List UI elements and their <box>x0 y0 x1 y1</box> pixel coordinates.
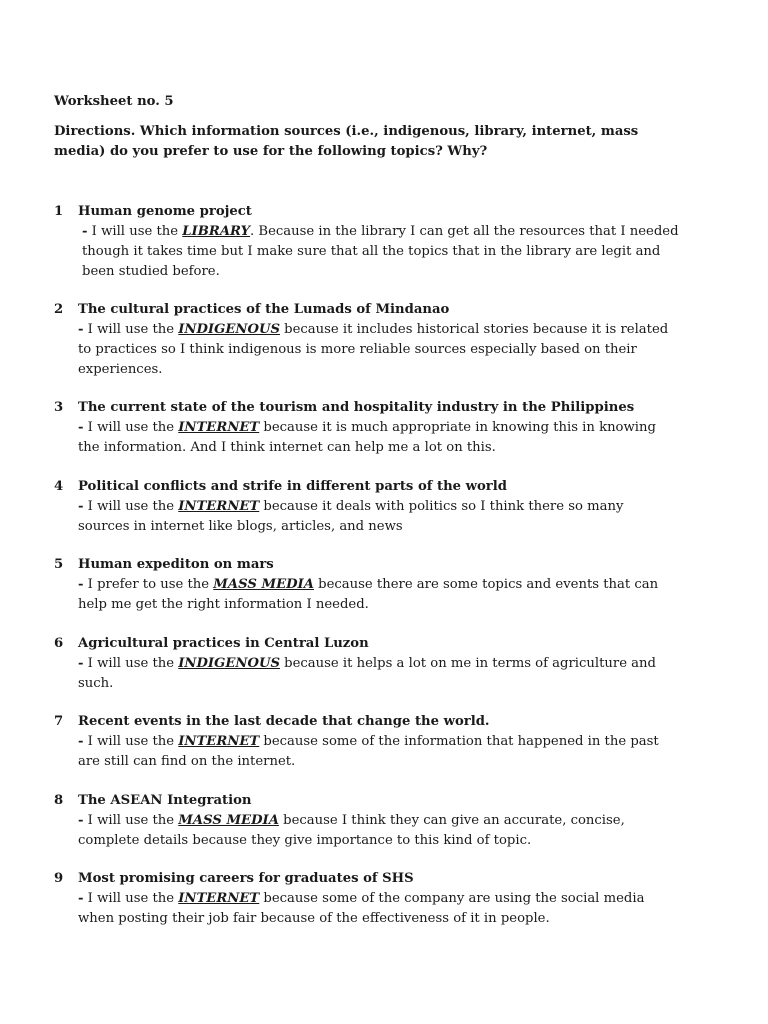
question-number: 2 <box>54 302 64 317</box>
question-item-9 <box>54 869 694 929</box>
question-item-6 <box>54 634 694 694</box>
question-number: 4 <box>54 479 64 494</box>
answer-reason: because there are some topics and events that can help me get the right information I needed. <box>78 577 659 612</box>
question-topic: The cultural practices of the Lumads of Mindanao <box>78 302 450 317</box>
answer-prefix: I will use the <box>83 813 179 828</box>
directions-text: Directions. Which information sources (i.e., indigenous, library, internet, mass media) do you prefer to use for the following topics? Why? <box>54 124 639 159</box>
question-topic: Most promising careers for graduates of SHS <box>78 871 414 886</box>
question-topic: Recent events in the last decade that change the world. <box>78 714 490 729</box>
question-number: 9 <box>54 871 64 886</box>
question-heading <box>54 634 694 654</box>
question-topic: Human genome project <box>78 204 252 219</box>
question-heading <box>54 712 694 732</box>
question-item-7 <box>54 712 694 772</box>
question-heading <box>54 555 694 575</box>
question-heading <box>54 477 694 497</box>
question-item-4 <box>54 477 694 537</box>
answer-prefix: I will use the <box>83 499 179 514</box>
answer-prefix: I will use the <box>83 734 179 749</box>
answer-reason: . Because in the library I can get all the resources that I needed though it takes time but I make sure that all the topics that in the library are legit and been studied before. <box>82 224 679 279</box>
source-label: INDIGENOUS <box>178 322 280 337</box>
answer-prefix: I will use the <box>83 656 179 671</box>
source-label: LIBRARY <box>182 224 251 239</box>
answer-reason: because it helps a lot on me in terms of agriculture and such. <box>78 656 656 691</box>
question-number: 6 <box>54 636 64 651</box>
question-heading <box>54 398 694 418</box>
question-number: 1 <box>54 204 64 219</box>
answer-reason: because it includes historical stories because it is related to practices so I think indigenous is more reliable sources especially based on their experiences. <box>78 322 669 377</box>
question-topic: Human expediton on mars <box>78 557 274 572</box>
answer-prefix: I will use the <box>83 891 179 906</box>
question-item-2 <box>54 300 694 380</box>
question-heading <box>54 202 694 222</box>
source-label: INDIGENOUS <box>178 656 280 671</box>
question-number: 8 <box>54 793 64 808</box>
answer-text: - I will use the INDIGENOUS because it includes historical stories because it is related to practices so I think indigenous is more reliable sources especially based on their experiences. <box>78 322 669 377</box>
answer-reason: because I think they can give an accurate, concise, complete details because they give importance to this kind of topic. <box>78 813 625 848</box>
question-topic: The current state of the tourism and hospitality industry in the Philippines <box>78 400 635 415</box>
worksheet-title: Worksheet no. 5 <box>54 94 174 109</box>
question-topic: Political conflicts and strife in different parts of the world <box>78 479 507 494</box>
answer-prefix: I will use the <box>83 322 179 337</box>
source-label: INTERNET <box>178 734 260 749</box>
source-label: INTERNET <box>178 891 260 906</box>
answer-reason: because some of the information that happened in the past are still can find on the internet. <box>78 734 659 769</box>
answer-text: - I will use the LIBRARY. Because in the library I can get all the resources that I needed though it takes time but I make sure that all the topics that in the library are legit and been studied before. <box>82 224 679 279</box>
question-item-3 <box>54 398 694 458</box>
answer-text: - I will use the INDIGENOUS because it helps a lot on me in terms of agriculture and such. <box>78 656 656 691</box>
answer-reason: because it deals with politics so I think there so many sources in internet like blogs, articles, and news <box>78 499 624 534</box>
answer-text: - I will use the INTERNET because some of the company are using the social media when posting their job fair because of the effectiveness of it in people. <box>78 891 645 926</box>
answer-text: - I will use the INTERNET because it is much appropriate in knowing this in knowing the information. And I think internet can help me a lot on this. <box>78 420 656 455</box>
source-label: MASS MEDIA <box>178 813 279 828</box>
question-topic: The ASEAN Integration <box>78 793 252 808</box>
question-heading <box>54 300 694 320</box>
source-label: MASS MEDIA <box>213 577 314 592</box>
answer-text: - I will use the INTERNET because some of the information that happened in the past are still can find on the internet. <box>78 734 659 769</box>
question-topic: Agricultural practices in Central Luzon <box>78 636 369 651</box>
question-heading <box>54 791 694 811</box>
answer-reason: because some of the company are using the social media when posting their job fair because of the effectiveness of it in people. <box>78 891 645 926</box>
question-item-1 <box>54 202 694 282</box>
answer-prefix: I will use the <box>87 224 183 239</box>
question-number: 3 <box>54 400 64 415</box>
answer-prefix: I prefer to use the <box>83 577 214 592</box>
answer-text: - I prefer to use the MASS MEDIA because there are some topics and events that can help me get the right information I needed. <box>78 577 659 612</box>
answer-text: - I will use the MASS MEDIA because I think they can give an accurate, concise, complete details because they give importance to this kind of topic. <box>78 813 625 848</box>
source-label: INTERNET <box>178 420 260 435</box>
answer-text: - I will use the INTERNET because it deals with politics so I think there so many sources in internet like blogs, articles, and news <box>78 499 624 534</box>
question-item-5 <box>54 555 694 615</box>
source-label: INTERNET <box>178 499 260 514</box>
question-item-8 <box>54 791 694 851</box>
answer-reason: because it is much appropriate in knowing this in knowing the information. And I think internet can help me a lot on this. <box>78 420 656 455</box>
question-number: 5 <box>54 557 64 572</box>
question-heading <box>54 869 694 889</box>
question-number: 7 <box>54 714 64 729</box>
answer-prefix: I will use the <box>83 420 179 435</box>
